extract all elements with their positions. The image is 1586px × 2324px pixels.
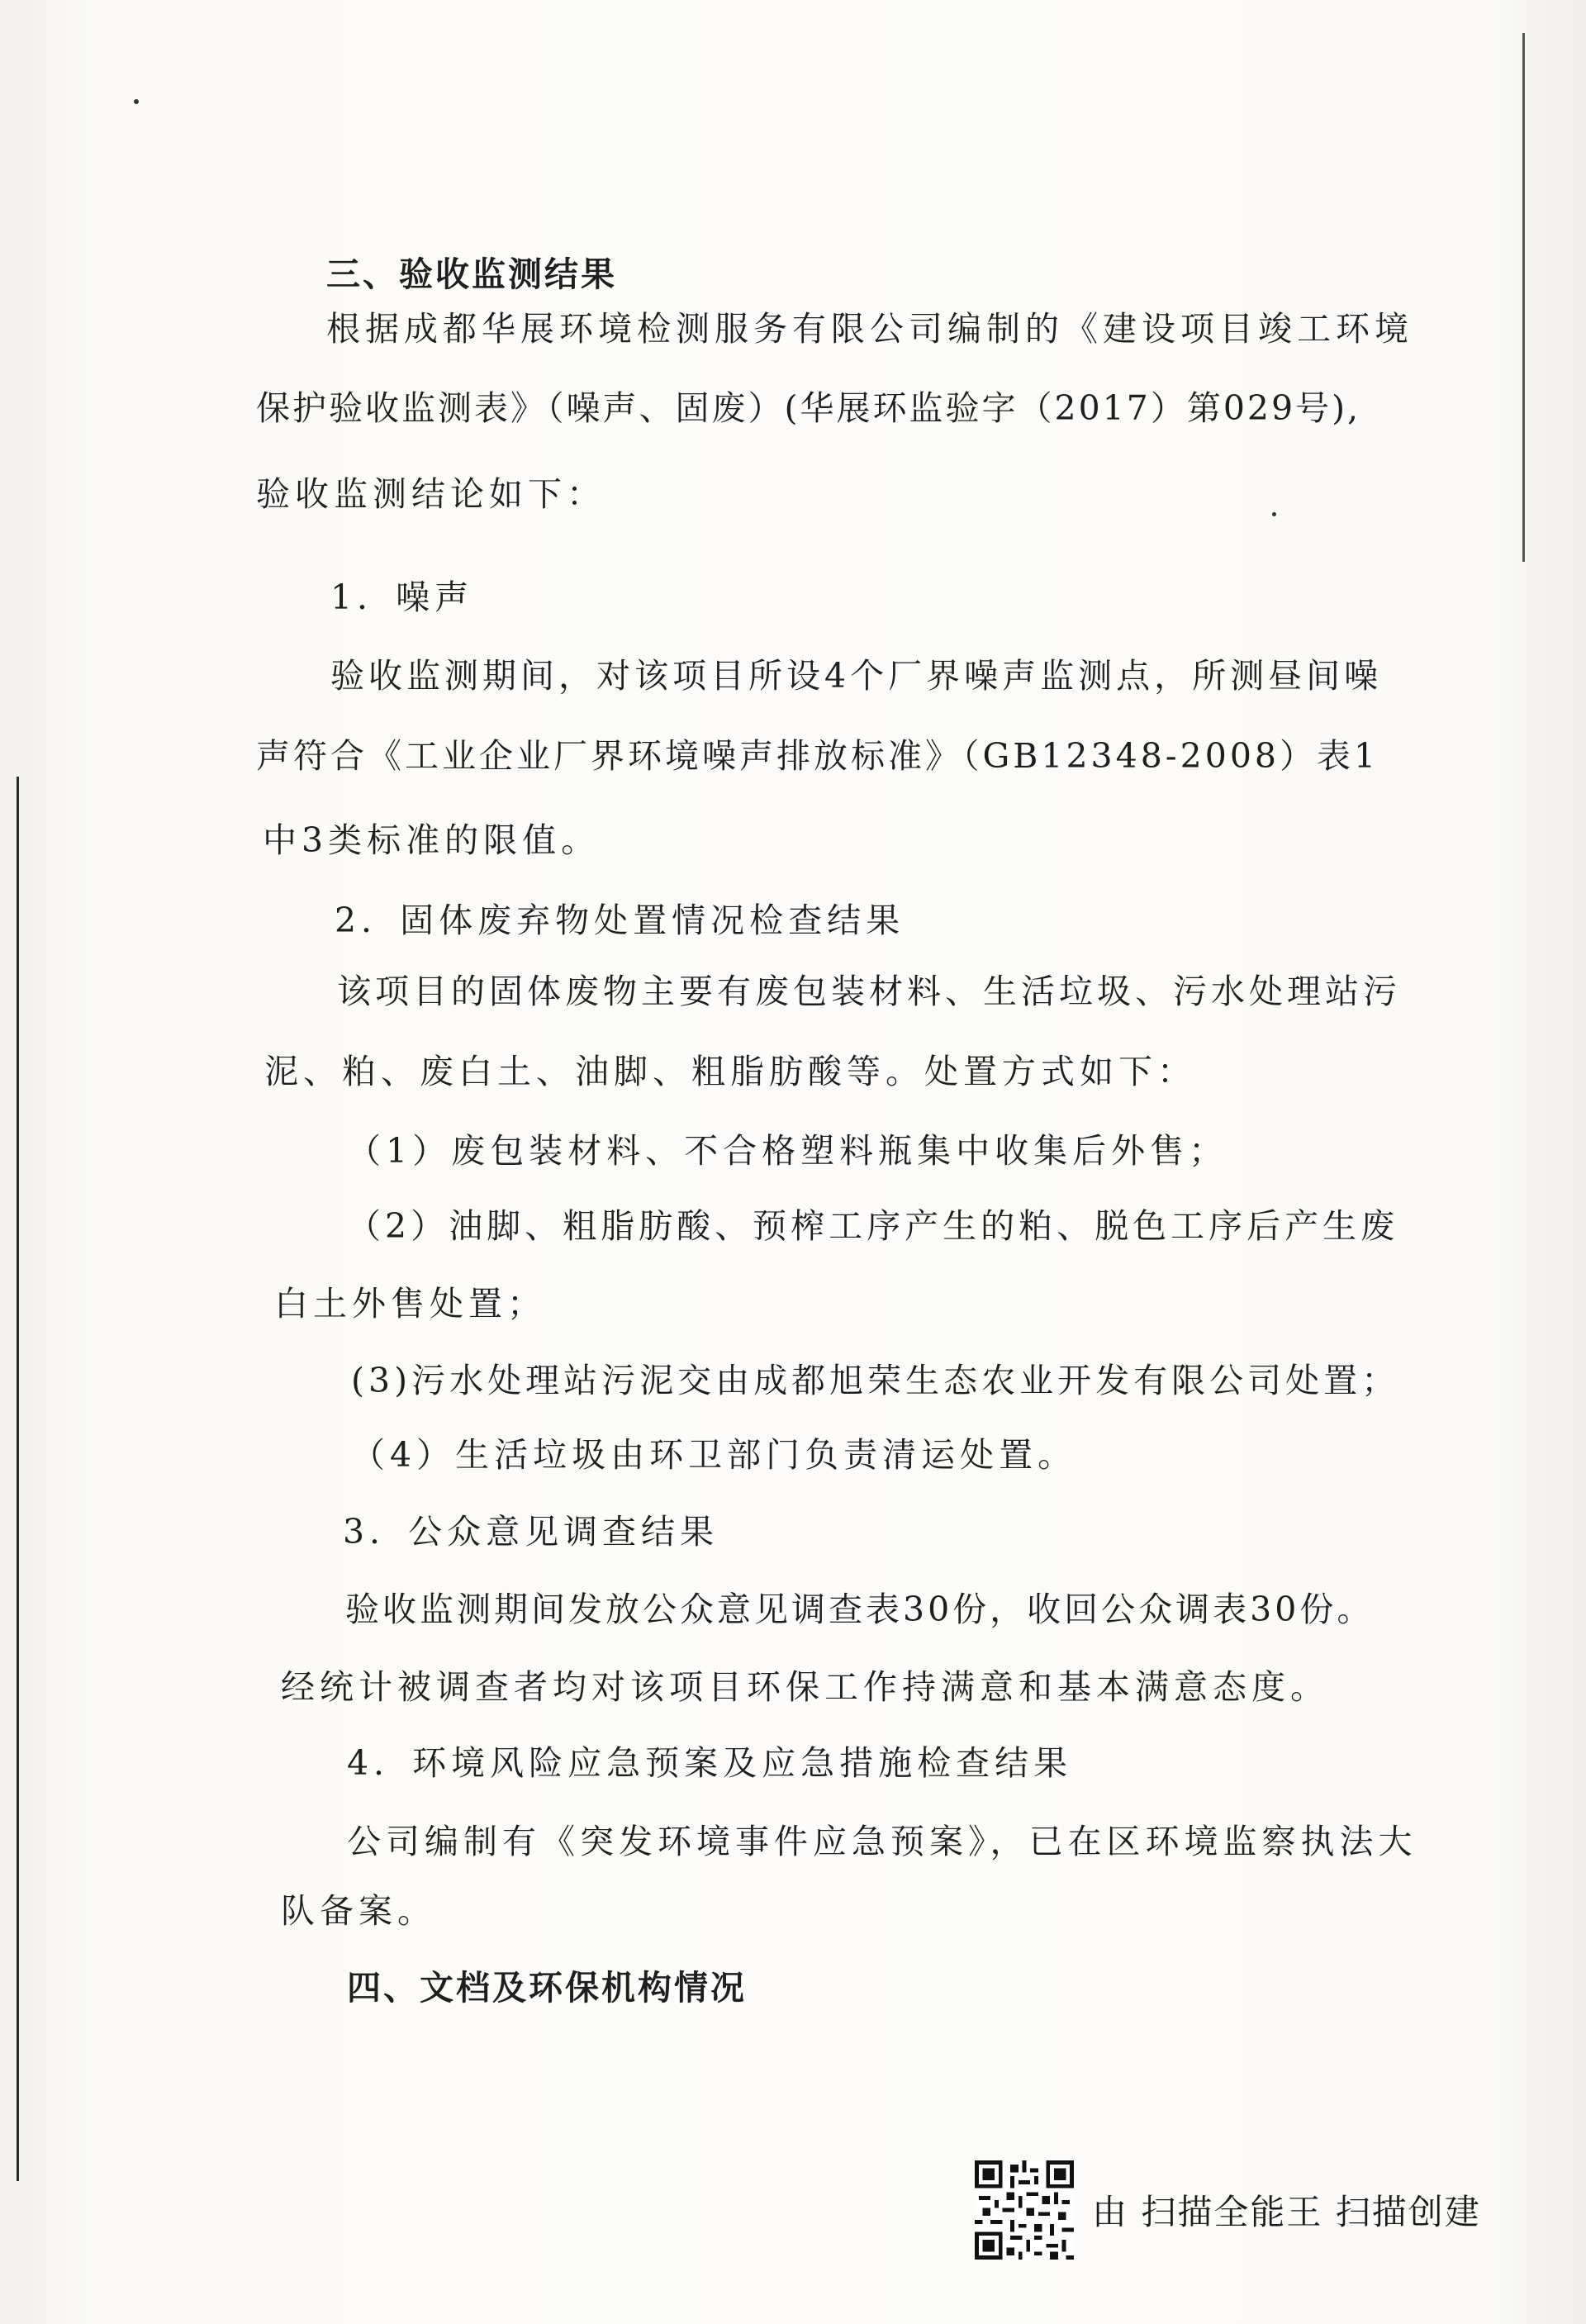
subheading-public-opinion: 3．公众意见调查结果 xyxy=(343,1512,719,1552)
scan-speck xyxy=(1272,512,1276,516)
list-item: (3)污水处理站污泥交由成都旭荣生态农业开发有限公司处置； xyxy=(351,1361,1400,1400)
paragraph-line: 验收监测期间，对该项目所设4个厂界噪声监测点，所测昼间噪 xyxy=(330,656,1383,696)
section-heading-3: 三、验收监测结果 xyxy=(326,254,617,294)
subheading-risk-plan: 4．环境风险应急预案及应急措施检查结果 xyxy=(347,1743,1073,1783)
paragraph-line: 队备案。 xyxy=(281,1891,436,1931)
paragraph-line: 验收监测结论如下： xyxy=(256,474,605,514)
subheading-noise: 1．噪声 xyxy=(330,577,474,617)
paragraph-line: 验收监测期间发放公众意见调查表30份，收回公众调表30份。 xyxy=(345,1590,1375,1629)
paragraph-line: 根据成都华展环境检测服务有限公司编制的《建设项目竣工环境 xyxy=(326,309,1413,349)
subheading-solid-waste: 2．固体废弃物处置情况检查结果 xyxy=(335,901,905,940)
paragraph-line: 白土外售处置； xyxy=(274,1284,546,1324)
paragraph-line: 中3类标准的限值。 xyxy=(263,820,601,860)
scan-speck xyxy=(134,99,139,104)
scan-edge-line-left xyxy=(17,777,19,2181)
paragraph-line: 泥、粕、废白土、油脚、粗脂肪酸等。处置方式如下： xyxy=(264,1052,1196,1091)
paragraph-line: 声符合《工业企业厂界环境噪声排放标准》（GB12348-2008）表1 xyxy=(256,736,1379,776)
list-item: （2）油脚、粗脂肪酸、预榨工序产生的粕、脱色工序后产生废 xyxy=(347,1206,1399,1246)
paragraph-line: 经统计被调查者均对该项目环保工作持满意和基本满意态度。 xyxy=(281,1667,1329,1707)
paragraph-line: 该项目的固体废物主要有废包装材料、生活垃圾、污水处理站污 xyxy=(337,972,1401,1011)
paragraph-line: 保护验收监测表》（噪声、固废）(华展环监验字（2017）第029号), xyxy=(256,388,1361,428)
qr-code-icon xyxy=(975,2160,1074,2260)
watermark-text: 由 扫描全能王 扫描创建 xyxy=(1092,2192,1481,2232)
section-heading-4: 四、文档及环保机构情况 xyxy=(347,1968,747,2008)
paragraph-line: 公司编制有《突发环境事件应急预案》，已在区环境监察执法大 xyxy=(347,1822,1417,1861)
list-item: （4）生活垃圾由环卫部门负责清运处置。 xyxy=(351,1435,1077,1475)
list-item: （1）废包装材料、不合格塑料瓶集中收集后外售； xyxy=(347,1131,1228,1171)
scan-edge-line-right xyxy=(1522,33,1525,562)
scanner-watermark xyxy=(975,2169,1481,2251)
